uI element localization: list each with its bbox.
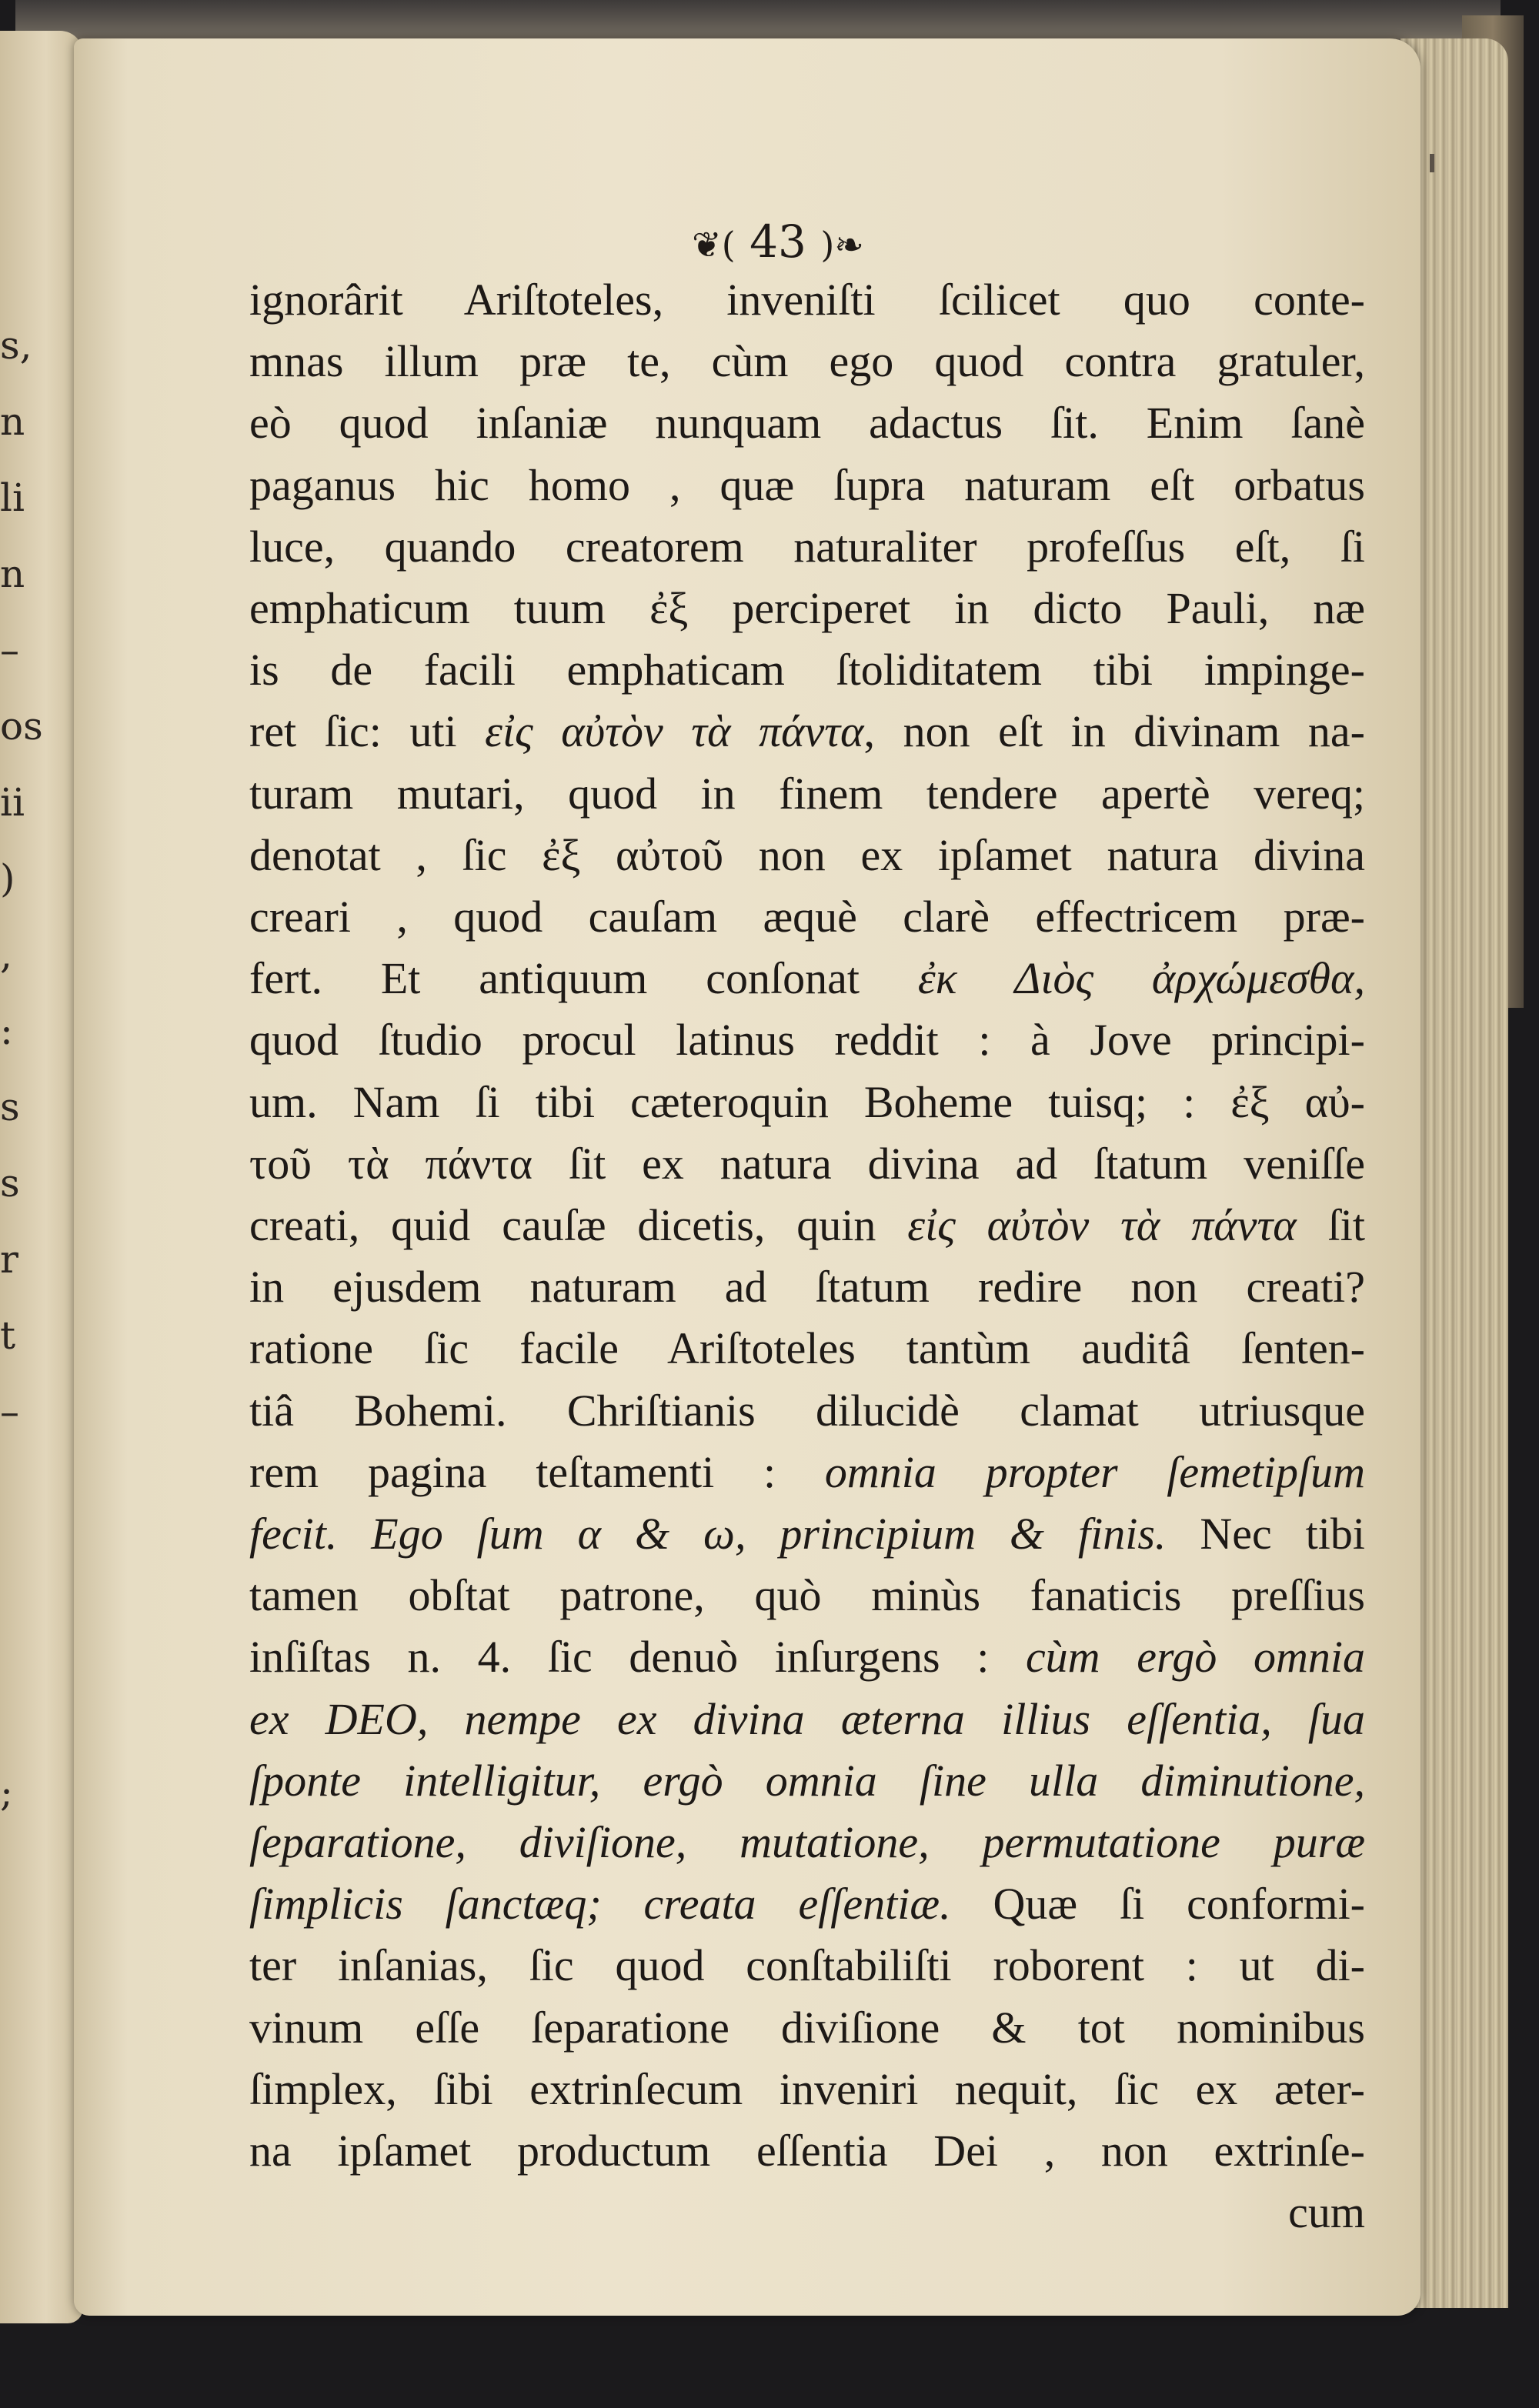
text-line bbox=[249, 763, 1365, 825]
text-line bbox=[249, 1318, 1365, 1379]
text-segment: luce, quando creatorem naturaliter profeſſus eſt, ſi bbox=[249, 521, 1365, 572]
text-line bbox=[249, 825, 1365, 886]
left-fragment: s bbox=[0, 1161, 20, 1206]
text-line bbox=[249, 1009, 1365, 1071]
text-line bbox=[249, 1380, 1365, 1442]
italic-segment: omnia propter ſemetipſum bbox=[824, 1446, 1365, 1497]
left-fragment: – bbox=[0, 1389, 19, 1434]
page-number: 43 bbox=[749, 215, 806, 268]
left-fragment: t bbox=[0, 1313, 16, 1358]
text-segment: ignorârit Ariſtoteles, inveniſti ſcilicet quo conte- bbox=[249, 275, 1365, 325]
text-line bbox=[249, 948, 1365, 1009]
text-line bbox=[249, 392, 1365, 454]
text-line bbox=[249, 1935, 1365, 1996]
left-fragment: ) bbox=[0, 856, 15, 901]
italic-segment: ex DEO, nempe ex divina æterna illius eſſentia, ſua bbox=[249, 1693, 1365, 1744]
left-fragment: : bbox=[0, 1009, 13, 1053]
text-segment: cum bbox=[1288, 2187, 1365, 2238]
text-line bbox=[249, 331, 1365, 392]
left-fragment: n bbox=[0, 552, 25, 596]
left-fragment bbox=[0, 1603, 31, 1679]
text-segment: eò quod inſaniæ nunquam adactus ſit. Enim ſanè bbox=[249, 398, 1365, 449]
italic-segment: εἰς αὐτὸν τὰ πάντα bbox=[907, 1200, 1297, 1251]
text-segment: is de facili emphaticam ſtoliditatem tibi impinge- bbox=[249, 645, 1365, 695]
text-segment: um. Nam ſi tibi cæteroquin Boheme tuisq; : ἐξ αὐ- bbox=[249, 1076, 1365, 1127]
text-line bbox=[249, 2182, 1365, 2243]
left-fragment: ii bbox=[0, 780, 25, 825]
text-segment: in ejusdem naturam ad ſtatum redire non creati? bbox=[249, 1262, 1365, 1312]
italic-segment: εἰς αὐτὸν τὰ πάντα bbox=[485, 706, 864, 757]
text-segment: turam mutari, quod in finem tendere apertè vereq; bbox=[249, 768, 1365, 819]
italic-segment: ſeparatione, diviſione, mutatione, permutatione puræ bbox=[249, 1817, 1365, 1868]
text-segment: quod ſtudio procul latinus reddit : à Jove principi- bbox=[249, 1015, 1365, 1066]
italic-segment: ſponte intelligitur, ergò omnia ſine ulla diminutione, bbox=[249, 1755, 1365, 1806]
right-ornament-icon: )❧ bbox=[820, 224, 864, 265]
left-fragment: s, bbox=[0, 323, 32, 368]
text-segment: emphaticum tuum ἐξ perciperet in dicto Pauli, næ bbox=[249, 583, 1365, 634]
text-line bbox=[249, 1072, 1365, 1133]
text-line bbox=[249, 269, 1365, 331]
text-line bbox=[249, 2059, 1365, 2120]
text-segment: creari , quod cauſam æquè clarè effectricem præ- bbox=[249, 892, 1365, 942]
text-line bbox=[249, 701, 1365, 762]
text-segment: ſimplex, ſibi extrinſecum inveniri nequit, ſic ex æter- bbox=[249, 2063, 1365, 2114]
left-fragment: , bbox=[0, 932, 12, 977]
text-line bbox=[249, 886, 1365, 948]
left-fragment bbox=[0, 1526, 31, 1603]
text-line bbox=[249, 1689, 1365, 1750]
text-segment: Quæ ſi conformi- bbox=[950, 1879, 1365, 1929]
left-fragment: n bbox=[0, 399, 25, 444]
text-segment: rem pagina teſtamenti : bbox=[249, 1446, 825, 1497]
text-segment: fert. Et antiquum conſonat bbox=[249, 953, 918, 1004]
left-fragment: li bbox=[0, 475, 25, 520]
text-segment: paganus hic homo , quæ ſupra naturam eſt orbatus bbox=[249, 459, 1365, 510]
left-fragment: r bbox=[0, 1237, 18, 1282]
left-page-text-fragments bbox=[0, 308, 43, 1831]
italic-segment: ſimplicis ſanctæq; creata eſſentiæ. bbox=[249, 1879, 951, 1929]
text-line bbox=[249, 1503, 1365, 1565]
text-segment: ſit bbox=[1296, 1200, 1365, 1251]
text-line bbox=[249, 1997, 1365, 2059]
italic-segment: ἐκ Διὸς ἀρχώμεσθα, bbox=[917, 953, 1365, 1004]
text-segment: tiâ Bohemi. Chriſtianis dilucidè clamat utriusque bbox=[249, 1385, 1365, 1436]
page-header bbox=[613, 215, 943, 268]
book-page bbox=[74, 38, 1420, 2316]
page-mark bbox=[1430, 154, 1434, 172]
text-line bbox=[249, 1565, 1365, 1626]
text-segment: ratione ſic facile Ariſtoteles tantùm auditâ ſenten- bbox=[249, 1323, 1365, 1374]
text-line bbox=[249, 1873, 1365, 1935]
text-segment: ter inſanias, ſic quod conſtabiliſti roborent : ut di- bbox=[249, 1940, 1365, 1991]
text-segment: ret ſic: uti bbox=[249, 706, 486, 757]
text-line bbox=[249, 455, 1365, 516]
left-fragment: os bbox=[0, 704, 43, 749]
text-line bbox=[249, 1195, 1365, 1256]
text-line bbox=[249, 578, 1365, 639]
text-line bbox=[249, 516, 1365, 578]
text-segment: na ipſamet productum eſſentia Dei , non extrinſe- bbox=[249, 2126, 1365, 2176]
left-fragment bbox=[0, 1679, 31, 1755]
text-line bbox=[249, 1256, 1365, 1318]
left-fragment: s bbox=[0, 1085, 20, 1129]
text-segment: , non eſt in divinam na- bbox=[863, 706, 1365, 757]
text-segment: Nec tibi bbox=[1166, 1509, 1365, 1559]
text-line bbox=[249, 1812, 1365, 1873]
italic-segment: cùm ergò omnia bbox=[1025, 1632, 1365, 1683]
text-line bbox=[249, 1626, 1365, 1688]
text-line bbox=[249, 1750, 1365, 1812]
text-segment: τοῦ τὰ πάντα ſit ex natura divina ad ſtatum veniſſe bbox=[249, 1138, 1365, 1189]
text-line bbox=[249, 639, 1365, 701]
left-fragment bbox=[0, 1450, 31, 1526]
left-fragment: – bbox=[0, 628, 19, 672]
left-ornament-icon: ❦( bbox=[692, 224, 736, 265]
text-line bbox=[249, 2120, 1365, 2182]
text-segment: tamen obſtat patrone, quò minùs fanaticis preſſius bbox=[249, 1570, 1365, 1621]
left-fragment: ; bbox=[0, 1770, 13, 1815]
text-segment: inſiſtas n. 4. ſic denuò inſurgens : bbox=[249, 1632, 1026, 1683]
italic-segment: fecit. Ego ſum α & ω, principium & finis. bbox=[249, 1509, 1167, 1559]
text-segment: mnas illum præ te, cùm ego quod contra gratuler, bbox=[249, 336, 1365, 387]
page-body-text bbox=[249, 269, 1365, 2244]
text-segment: denotat , ſic ἐξ αὐτοῦ non ex ipſamet natura divina bbox=[249, 829, 1365, 880]
text-segment: creati, quid cauſæ dicetis, quin bbox=[249, 1200, 908, 1251]
text-segment: vinum eſſe ſeparatione diviſione & tot nominibus bbox=[249, 2002, 1365, 2053]
text-line bbox=[249, 1133, 1365, 1195]
left-facing-page bbox=[0, 31, 83, 2323]
text-line bbox=[249, 1442, 1365, 1503]
